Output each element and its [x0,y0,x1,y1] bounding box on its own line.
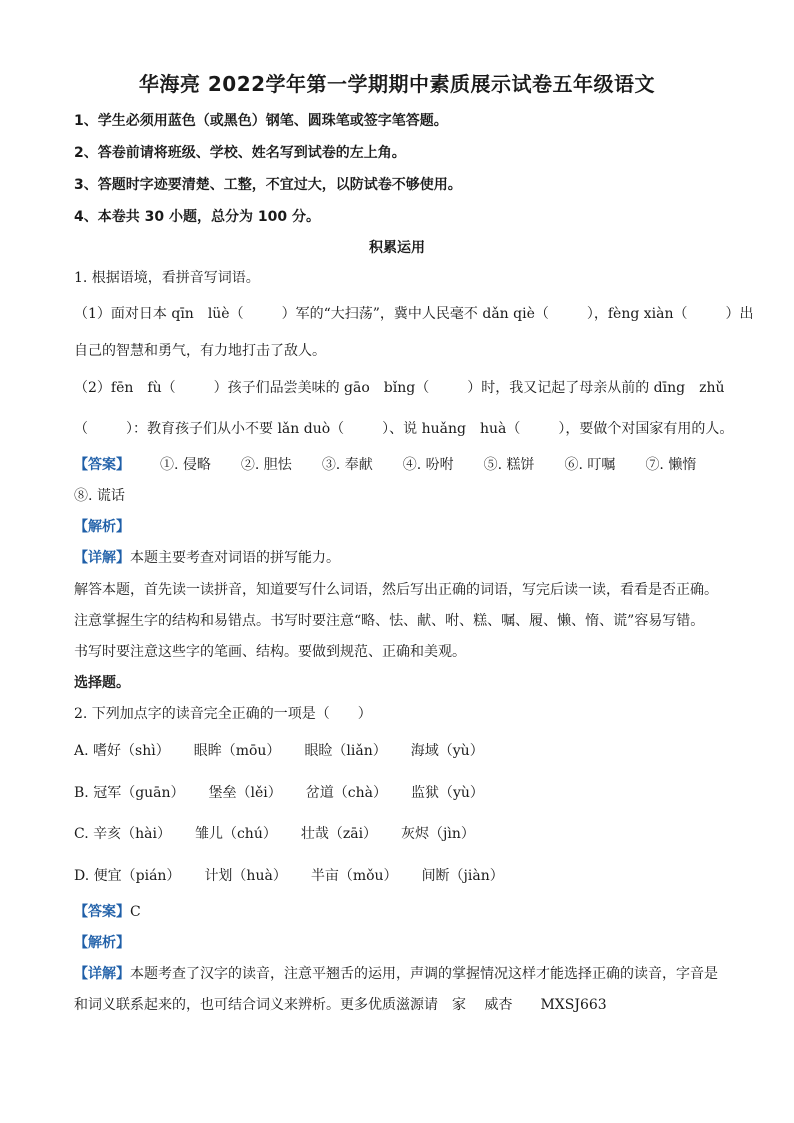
option-b[interactable]: B. 冠军（guān） 堡垒（lěi） 岔道（chà） 监狱（yù） [74,785,484,801]
instruction-3: 3、答题时字迹要清楚、工整，不宜过大，以防试卷不够使用。 [74,177,462,193]
question-1-detail-line-2: 注意掌握生字的结构和易错点。书写时要注意“略、怯、献、咐、糕、嘱、履、懒、惰、谎”容易写错。 [74,613,705,629]
detail-tag: 【详解】 [74,550,130,566]
answer-item: ④. 吩咐 [402,457,454,473]
answer-tag: 【答案】 [74,904,130,920]
question-1-detail: 【详解】本题主要考查对词语的拼写能力。 [74,550,340,566]
question-1-part-1-line-2: 自己的智慧和勇气，有力地打击了敌人。 [74,343,326,359]
option-d[interactable]: D. 便宜（pián） 计划（huà） 半亩（mǒu） 间断（jiàn） [74,868,504,884]
instruction-4: 4、本卷共 30 小题，总分为 100 分。 [74,209,320,225]
question-1-part-1-line-1: （1）面对日本 qīn lüè（ ）军的“大扫荡”，冀中人民毫不 dǎn qiè（ ），fèng xiàn（ ）出 [74,306,754,322]
question-1-answer-row [74,454,734,474]
analysis-tag: 【解析】 [74,519,130,535]
question-2-answer [74,901,734,921]
question-2-detail-line-1: 【详解】本题考查了汉字的读音，注意平翘舌的运用，声调的掌握情况这样才能选择正确的读音，字音是 [74,966,718,982]
question-1-detail-line-1: 解答本题，首先读一读拼音，知道要写什么词语，然后写出正确的词语，写完后读一读，看看是否正确。 [74,582,718,598]
section-heading-choice: 选择题。 [74,675,130,691]
answer-item: ①. 侵略 [160,457,211,473]
question-2-stem: 2. 下列加点字的读音完全正确的一项是（ ） [74,706,372,722]
answer-item: ③. 奉献 [321,457,373,473]
instruction-1: 1、学生必须用蓝色（或黑色）钢笔、圆珠笔或签字笔答题。 [74,113,448,129]
instruction-2: 2、答卷前请将班级、学校、姓名写到试卷的左上角。 [74,145,406,161]
option-c[interactable]: C. 辛亥（hài） 雏儿（chú） 壮哉（zāi） 灰烬（jìn） [74,826,475,842]
option-a[interactable]: A. 嗜好（shì） 眼眸（mōu） 眼睑（liǎn） 海域（yù） [74,743,484,759]
answer-item: ⑤. 糕饼 [483,457,535,473]
answer-value: C [130,904,141,920]
question-1-part-2-line-2: （ ）：教育孩子们从小不要 lǎn duò（ ）、说 huǎng huà（ ），要做个对国家有用的人。 [74,421,734,437]
question-1-detail-line-3: 书写时要注意这些字的笔画、结构。要做到规范、正确和美观。 [74,644,466,660]
answer-item: ②. 胆怯 [240,457,292,473]
detail-tag: 【详解】 [74,966,130,982]
question-1-stem: 1. 根据语境，看拼音写词语。 [74,270,260,286]
section-heading-accumulation: 积累运用 [369,240,425,256]
analysis-tag: 【解析】 [74,935,130,951]
question-1-answer-last: ⑧. 谎话 [74,488,125,504]
page-title: 华海亮 2022学年第一学期期中素质展示试卷五年级语文 [138,72,656,96]
answer-item: ⑦. 懒惰 [645,457,697,473]
answer-item: ⑥. 叮嘱 [564,457,616,473]
question-2-detail-line-2: 和词义联系起来的，也可结合词义来辨析。更多优质滋源请 家 威杏 MXSJ663 [74,997,607,1013]
answer-tag: 【答案】 [74,457,130,473]
question-1-part-2-line-1: （2）fēn fù（ ）孩子们品尝美味的 gāo bǐng（ ）时，我又记起了母亲从前的 dīng zhǔ [74,380,725,396]
